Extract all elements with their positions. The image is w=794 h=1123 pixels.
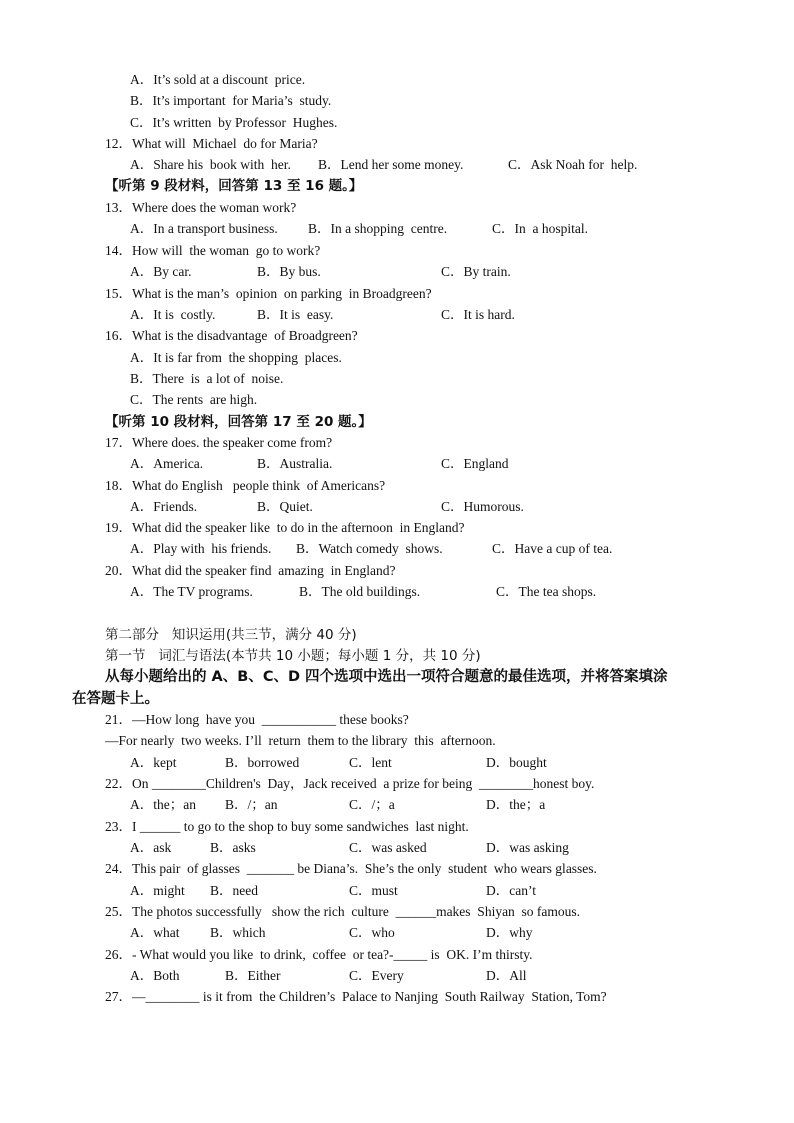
q24-option-b: B．need [210,883,258,898]
q18-stem: 18．What do English people think of Americans? [105,478,386,493]
q23-option-d: D．was asking [486,840,569,855]
q21-option-d: D．bought [486,755,547,770]
q15-option-a: A．It is costly. [130,307,216,322]
q21-stem-reply: —For nearly two weeks. I’ll return them to the library this afternoon. [105,733,496,748]
q23-option-a: A．ask [130,840,172,855]
q26-option-b: B．Either [225,968,281,983]
q15-stem: 15．What is the man’s opinion on parking in Broadgreen? [105,286,432,301]
q24-stem: 24．This pair of glasses _______ be Diana’s. She’s the only student who wears glasses. [105,861,597,876]
q19-option-b: B．Watch comedy shows. [296,541,443,556]
q25-stem: 25．The photos successfully show the rich culture ______makes Shiyan so famous. [105,904,581,919]
q13-option-a: A．In a transport business. [130,221,278,236]
q22-stem: 22．On ________Children's Day，Jack received a prize for being ________honest boy. [105,776,595,791]
instruction-line-1: 从每小题给出的 A、B、C、D 四个选项中选出一项符合题意的最佳选项，并将答案填涂 [105,669,668,685]
q16-option-c: C．The rents are high. [130,392,258,407]
q26-option-d: D．All [486,968,527,983]
q21-option-a: A．kept [130,755,177,770]
q11-option-a: A．It’s sold at a discount price. [130,72,306,87]
instruction-line-2: 在答题卡上。 [72,691,159,707]
q24-option-d: D．can’t [486,883,536,898]
part-2-title: 第二部分 知识运用(共三节，满分 40 分) [105,627,357,643]
q19-option-a: A．Play with his friends. [130,541,272,556]
section-1-title: 第一节 词汇与语法(本节共 10 小题；每小题 1 分，共 10 分) [105,648,481,664]
q18-option-a: A．Friends. [130,499,198,514]
q13-stem: 13．Where does the woman work? [105,200,297,215]
q14-option-b: B．By bus. [257,264,321,279]
q17-option-c: C．England [441,456,509,471]
q14-option-c: C．By train. [441,264,511,279]
q18-option-c: C．Humorous. [441,499,524,514]
q23-option-b: B．asks [210,840,256,855]
q24-option-c: C．must [349,883,398,898]
q14-option-a: A．By car. [130,264,192,279]
q12-option-a: A．Share his book with her. [130,157,291,172]
q16-option-b: B．There is a lot of noise. [130,371,284,386]
q12-option-c: C．Ask Noah for help. [508,157,638,172]
q23-stem: 23．I ______ to go to the shop to buy some sandwiches last night. [105,819,469,834]
q16-option-a: A．It is far from the shopping places. [130,350,342,365]
section-10-header: 【听第 10 段材料，回答第 17 至 20 题。】 [105,414,372,430]
q20-option-a: A．The TV programs. [130,584,253,599]
q12-stem: 12．What will Michael do for Maria? [105,136,318,151]
q22-option-d: D．the；a [486,797,546,812]
q13-option-b: B．In a shopping centre. [308,221,448,236]
q11-option-c: C．It’s written by Professor Hughes. [130,115,338,130]
q24-option-a: A．might [130,883,185,898]
q21-option-b: B．borrowed [225,755,300,770]
q26-stem: 26．- What would you like to drink, coffee or tea?-_____ is OK. I’m thirsty. [105,947,533,962]
q27-stem: 27．—________ is it from the Children’s Palace to Nanjing South Railway Station, Tom? [105,989,607,1004]
q13-option-c: C．In a hospital. [492,221,588,236]
q14-stem: 14．How will the woman go to work? [105,243,321,258]
q20-stem: 20．What did the speaker find amazing in England? [105,563,396,578]
q17-option-b: B．Australia. [257,456,333,471]
section-9-header: 【听第 9 段材料，回答第 13 至 16 题。】 [105,178,363,194]
q22-option-c: C．/；a [349,797,395,812]
q25-option-b: B．which [210,925,266,940]
q17-stem: 17．Where does. the speaker come from? [105,435,333,450]
q16-stem: 16．What is the disadvantage of Broadgreen? [105,328,358,343]
q25-option-c: C．who [349,925,395,940]
q25-option-a: A．what [130,925,180,940]
q12-option-b: B．Lend her some money. [318,157,464,172]
q19-option-c: C．Have a cup of tea. [492,541,613,556]
q15-option-c: C．It is hard. [441,307,515,322]
q21-option-c: C．lent [349,755,392,770]
q19-stem: 19．What did the speaker like to do in the afternoon in England? [105,520,465,535]
q22-option-a: A．the；an [130,797,196,812]
q17-option-a: A．America. [130,456,204,471]
q15-option-b: B．It is easy. [257,307,334,322]
q18-option-b: B．Quiet. [257,499,313,514]
q26-option-c: C．Every [349,968,404,983]
q26-option-a: A．Both [130,968,180,983]
q11-option-b: B．It’s important for Maria’s study. [130,93,332,108]
q20-option-c: C．The tea shops. [496,584,597,599]
q21-stem: 21．—How long have you ___________ these books? [105,712,409,727]
q22-option-b: B．/；an [225,797,278,812]
q23-option-c: C．was asked [349,840,427,855]
q20-option-b: B．The old buildings. [299,584,421,599]
q25-option-d: D．why [486,925,533,940]
